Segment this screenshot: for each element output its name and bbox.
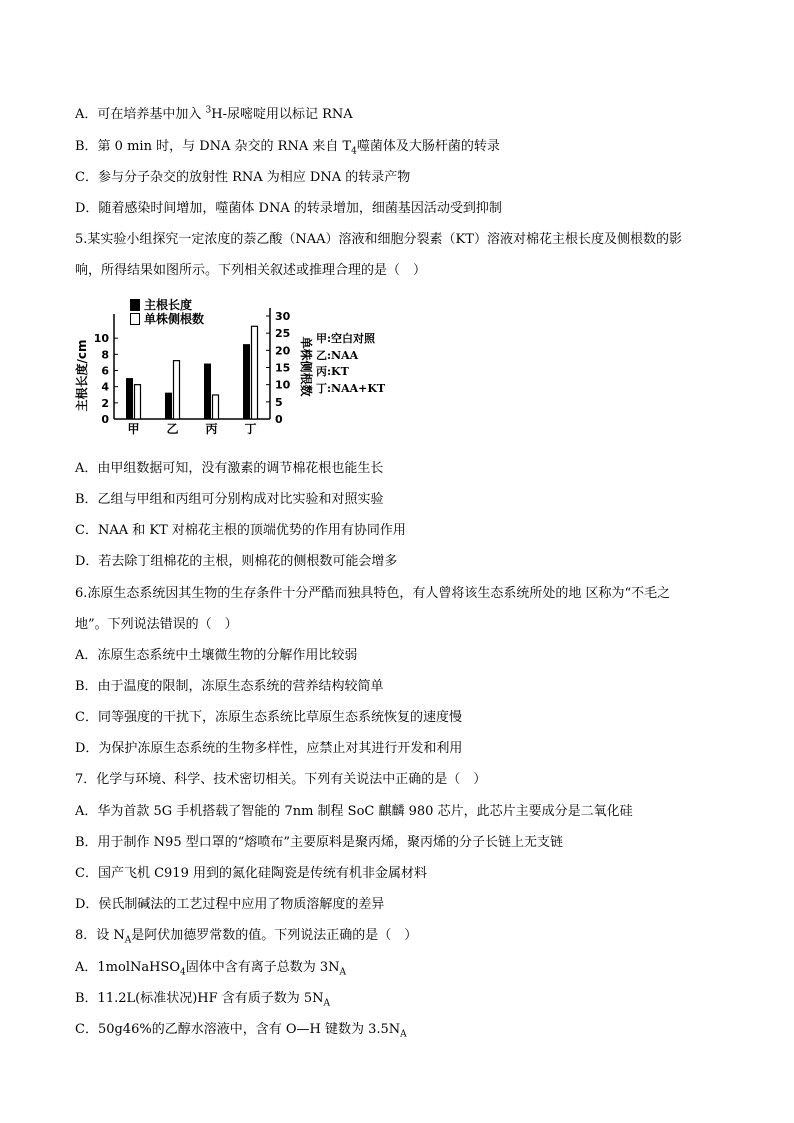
bar-lateral-root-count (135, 385, 141, 419)
left-y-tick-label: 8 (101, 348, 109, 362)
q4-option-b: B．第 0 min 时，与 DNA 杂交的 RNA 来自 $T_4$噬菌体及大肠杆菌的转录 (75, 139, 500, 157)
q6-stem-line1: 6.冻原生态系统因其生物的生存条件十分严酷而独具特色，有人曾将该生态系统所处的地 区称为“不毛之 (75, 586, 671, 601)
q7-option-c: C．国产飞机 C919 用到的氮化硅陶瓷是传统有机非金属材料 (75, 866, 427, 881)
right-y-tick-label: 30 (275, 310, 291, 323)
group-legend-item: 乙:NAA (316, 348, 359, 362)
right-y-tick-label: 15 (275, 361, 291, 375)
q5-option-c: C．NAA 和 KT 对棉花主根的顶端优势的作用有协同作用 (75, 523, 406, 538)
q5-stem-line2: 响，所得结果如图所示。下列相关叙述或推理合理的是（ ） (75, 263, 427, 278)
q5-option-a: A．由甲组数据可知，没有激素的调节棉花根也能生长 (75, 461, 384, 476)
group-legend-item: 丙:KT (316, 365, 349, 378)
q7-option-b: B．用于制作 N95 型口罩的“熔喷布”主要原料是聚丙烯，聚丙烯的分子长链上无支链 (75, 835, 564, 850)
bar-main-root-length (127, 379, 133, 419)
q6-option-c: C．同等强度的干扰下，冻原生态系统比草原生态系统恢复的速度慢 (75, 710, 462, 725)
right-y-axis-label: 单株侧根数 (299, 336, 313, 397)
q5-option-b: B．乙组与甲组和丙组可分别构成对比实验和对照实验 (75, 492, 384, 507)
legend-open-swatch (130, 313, 140, 325)
q7-option-a: A．华为首款 5G 手机搭载了智能的 7nm 制程 SoC 麒麟 980 芯片，此芯片主要成分是二氧化硅 (75, 804, 633, 819)
left-y-tick-label: 6 (101, 364, 109, 378)
bar-main-root-length (244, 345, 250, 419)
bar-lateral-root-count (174, 361, 180, 419)
right-y-tick-label: 10 (275, 378, 291, 392)
left-y-axis-label: 主根长度/cm (75, 339, 89, 412)
legend-solid-swatch (130, 299, 140, 311)
q4-option-d: D．随着感染时间增加，噬菌体 DNA 的转录增加，细菌基因活动受到抑制 (75, 201, 502, 216)
legend-item-main-root: 主根长度 (130, 298, 204, 312)
bar-main-root-length (166, 393, 172, 419)
q8-option-b: B．11.2L(标准状况)HF 含有质子数为 $5N_A$ (75, 991, 331, 1009)
q5-stem-line1: 5.某实验小组探究一定浓度的萘乙酸（NAA）溶液和细胞分裂素（KT）溶液对棉花主根长度及侧根数的影 (75, 232, 682, 247)
chart-series-legend (130, 298, 204, 326)
bar-lateral-root-count (252, 326, 258, 419)
right-y-tick-label: 20 (275, 344, 291, 358)
left-y-tick-label: 0 (101, 413, 109, 426)
q6-option-b: B．由于温度的限制，冻原生态系统的营养结构较简单 (75, 679, 384, 694)
q4-option-a: A．可在培养基中加入 $^3$H-尿嘧啶用以标记 RNA (75, 105, 353, 122)
group-legend-item: 甲:空白对照 (316, 332, 376, 345)
q6-option-a: A．冻原生态系统中土壤微生物的分解作用比较弱 (75, 648, 358, 663)
q6-stem-line2: 地”。下列说法错误的（ ） (75, 617, 238, 632)
right-y-tick-label: 5 (275, 395, 283, 409)
q8-option-a: A．1molNaHSO$_4$固体中含有离子总数为 $3N_A$ (75, 960, 347, 978)
x-category-label: 丙 (205, 422, 218, 436)
bar-main-root-length (205, 364, 211, 419)
group-legend (316, 331, 385, 397)
q4-option-c: C．参与分子杂交的放射性 RNA 为相应 DNA 的转录产物 (75, 170, 411, 185)
q6-option-d: D．为保护冻原生态系统的生物多样性，应禁止对其进行开发和利用 (75, 741, 463, 756)
left-y-tick-label: 2 (101, 396, 109, 410)
right-y-tick-label: 25 (275, 327, 291, 341)
legend-item-lateral-roots: 单株侧根数 (130, 312, 204, 326)
q7-option-d: D．侯氏制碱法的工艺过程中应用了物质溶解度的差异 (75, 897, 385, 912)
q8-stem: 8．设 $N_A$是阿伏加德罗常数的值。下列说法正确的是（ ） (75, 928, 418, 946)
q8-option-c: C．50g46%的乙醇水溶液中，含有 O—H 键数为 $3.5N_A$ (75, 1022, 407, 1040)
left-y-tick-label: 4 (101, 380, 109, 394)
left-y-tick-label: 10 (93, 332, 109, 346)
x-category-label: 丁 (244, 422, 257, 436)
q7-stem: 7．化学与环境、科学、技术密切相关。下列有关说法中正确的是（ ） (75, 772, 487, 787)
right-y-tick-label: 0 (275, 413, 283, 426)
q5-option-d: D．若去除丁组棉花的主根，则棉花的侧根数可能会增多 (75, 554, 398, 569)
bar-lateral-root-count (213, 395, 219, 419)
x-category-label: 乙 (166, 422, 179, 436)
x-category-label: 甲 (127, 422, 140, 436)
group-legend-item: 丁:NAA+KT (316, 381, 386, 395)
